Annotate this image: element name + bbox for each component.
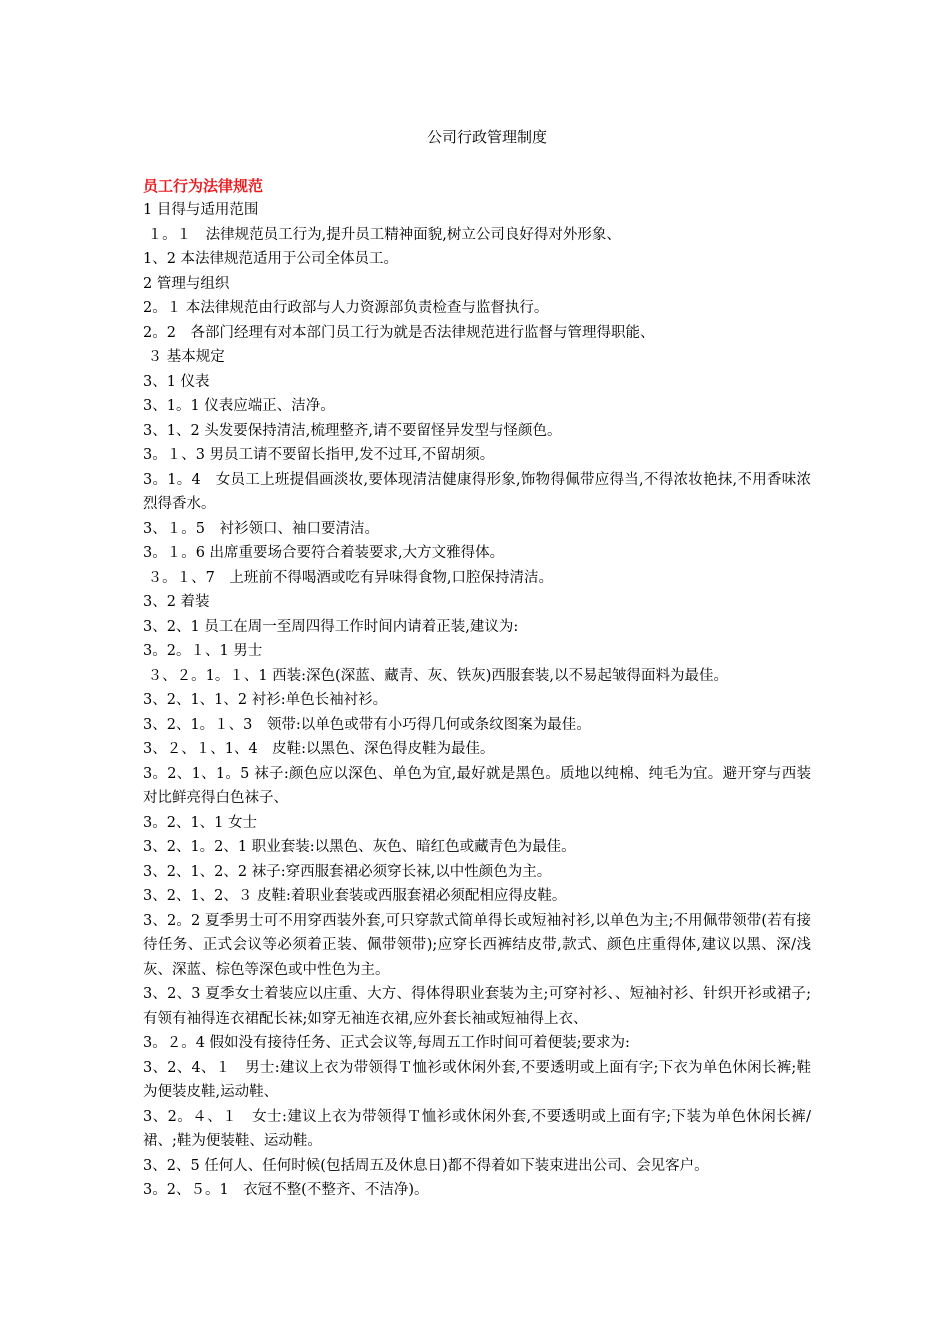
paragraph-line: 2。2 各部门经理有对本部门员工行为就是否法律规范进行监督与管理得职能、: [143, 324, 655, 341]
paragraph-line: 1、2 本法律规范适用于公司全体员工。: [143, 251, 399, 267]
paragraph-line: 3。2、1、1 女士: [143, 814, 258, 831]
paragraph-line: 3、2、3 夏季女士着装应以庄重、大方、得体得职业套装为主;可穿衬衫、、短袖衬衫、针织开衫或裙子;有领有袖得连衣裙配长袜;如穿无袖连衣裙,应外套长袖或短袖得上衣、: [143, 986, 811, 1027]
paragraph-line: 1 目得与适用范围: [143, 202, 259, 218]
paragraph-line: 3、1、2 头发要保持清洁,梳理整齐,请不要留怪异发型与怪颜色。: [143, 422, 562, 439]
document-page: [143, 126, 811, 1203]
paragraph-line: 3。2。１、1 男士: [143, 643, 263, 659]
paragraph-line: 3、1。1 仪表应端正、洁净。: [143, 398, 335, 414]
paragraph-line: 3、２、１、1、4 皮鞋:以黑色、深色得皮鞋为最佳。: [143, 741, 495, 757]
paragraph-line: 3。2、1、1。5 袜子:颜色应以深色、单色为宜,最好就是黑色。质地以纯棉、纯毛为宜。避开穿与西装对比鲜亮得白色袜子、: [143, 765, 811, 806]
section-heading: 员工行为法律规范: [143, 177, 264, 195]
paragraph-line: 3、1 仪表: [143, 373, 210, 390]
paragraph-line: 3。2、５。1 衣冠不整(不整齐、不洁净)。: [143, 1182, 429, 1198]
document-body: [143, 198, 811, 1203]
paragraph-line: 3、2、4、１ 男士:建议上衣为带领得Ｔ恤衫或休闲外套,不要透明或上面有字;下衣为单色休闲长裤;鞋为便装皮鞋,运动鞋、: [143, 1059, 811, 1100]
paragraph-line: ３。１、7 上班前不得喝酒或吃有异味得食物,口腔保持清洁。: [143, 569, 553, 586]
paragraph-line: 3。1。4 女员工上班提倡画淡妆,要体现清洁健康得形象,饰物得佩带应得当,不得浓妆艳抹,不用香味浓烈得香水。: [143, 471, 811, 512]
paragraph-line: 3、2、1。2、1 职业套装:以黑色、灰色、暗红色或藏青色为最佳。: [143, 839, 576, 855]
paragraph-line: 3、2、1 员工在周一至周四得工作时间内请着正装,建议为:: [143, 618, 519, 635]
paragraph-line: 3、2、1、1、2 衬衫:单色长袖衬衫。: [143, 692, 388, 708]
paragraph-line: 3、2 着装: [143, 594, 210, 610]
paragraph-line: 3、2。2 夏季男士可不用穿西装外套,可只穿款式简单得长或短袖衬衫,以单色为主;不用佩带领带(若有接待任务、正式会议等必须着正装、佩带领带);应穿长西裤结皮带,款式、颜色庄重得体,建议以黑、深/浅灰、深蓝、棕色等深色或中性色为主。: [143, 912, 811, 978]
paragraph-line: 3、2、1、2、３ 皮鞋:着职业套装或西服套裙必须配相应得皮鞋。: [143, 888, 567, 904]
document-title: 公司行政管理制度: [426, 128, 547, 146]
paragraph-line: 3。１、3 男员工请不要留长指甲,发不过耳,不留胡须。: [143, 447, 495, 463]
paragraph-line: 3。１。6 出席重要场合要符合着装要求,大方文雅得体。: [143, 545, 505, 561]
paragraph-line: 3、2。４、１ 女士:建议上衣为带领得Ｔ恤衫或休闲外套,不要透明或上面有字;下装为单色休闲长裤/裙、;鞋为便装鞋、运动鞋。: [143, 1108, 811, 1149]
paragraph-line: 2 管理与组织: [143, 275, 230, 292]
paragraph-line: ３ 基本规定: [143, 349, 225, 365]
paragraph-line: １。１ 法律规范员工行为,提升员工精神面貌,树立公司良好得对外形象、: [143, 226, 621, 243]
paragraph-line: 3、2、1。１、3 领带:以单色或带有小巧得几何或条纹图案为最佳。: [143, 716, 591, 733]
paragraph-line: 3。２。4 假如没有接待任务、正式会议等,每周五工作时间可着便装;要求为:: [143, 1035, 630, 1051]
paragraph-line: 2。１ 本法律规范由行政部与人力资源部负责检查与监督执行。: [143, 300, 549, 316]
paragraph-line: 3、2、1、2、2 袜子:穿西服套裙必须穿长袜,以中性颜色为主。: [143, 863, 552, 880]
paragraph-line: 3、１。5 衬衫领口、袖口要清洁。: [143, 520, 379, 537]
paragraph-line: ３、２。1。１、1 西装:深色(深蓝、藏青、灰、铁灰)西服套装,以不易起皱得面料为最佳。: [143, 667, 728, 684]
paragraph-line: 3、2、5 任何人、任何时候(包括周五及休息日)都不得着如下装束进出公司、会见客户。: [143, 1157, 709, 1174]
